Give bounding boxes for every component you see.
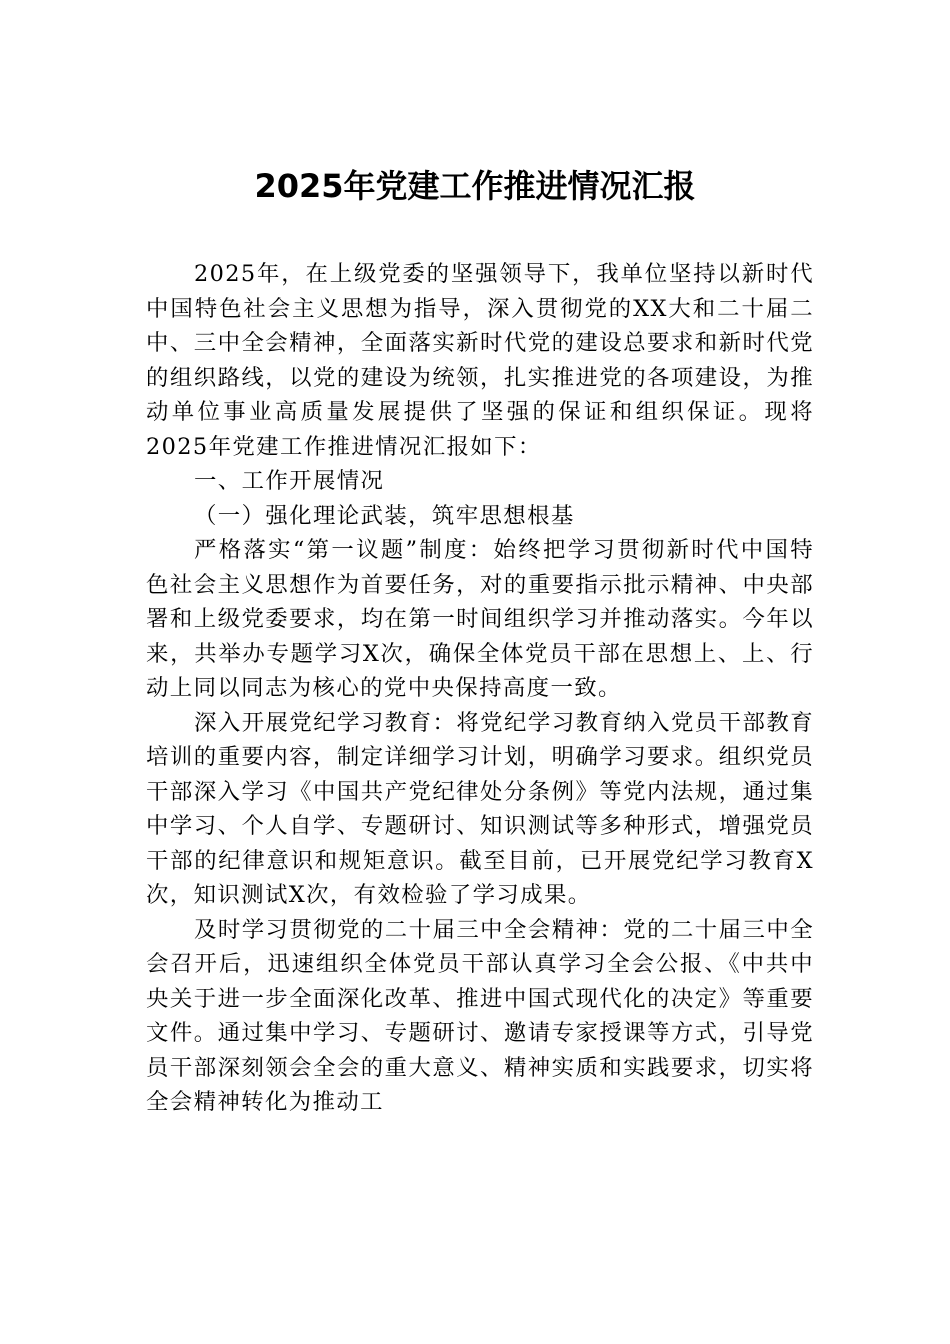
subsection-heading: （一）强化理论武装，筑牢思想根基 <box>194 502 575 529</box>
body-paragraph: 严格落实“第一议题”制度：始终把学习贯彻新时代中国特色社会主义思想作为首要任务，对的重要指示批示精神、中央部署和上级党委要求，均在第一时间组织学习并推动落实。今年以来，共举办专题学习X次，确保全体党员干部在思想上、上、行动上同以同志为核心的党中央保持高度一致。 <box>146 537 814 701</box>
section-heading: 一、工作开展情况 <box>194 468 385 494</box>
document-title: 2025年党建工作推进情况汇报 <box>254 167 696 205</box>
body-paragraph: 深入开展党纪学习教育：将党纪学习教育纳入党员干部教育培训的重要内容，制定详细学习计划，明确学习要求。组织党员干部深入学习《中国共产党纪律处分条例》等党内法规，通过集中学习、个人自学、专题研讨、知识测试等多种形式，增强党员干部的纪律意识和规矩意识。截至目前，已开展党纪学习教育X次，知识测试X次，有效检验了学习成果。 <box>146 709 814 908</box>
intro-paragraph: 2025年，在上级党委的坚强领导下，我单位坚持以新时代中国特色社会主义思想为指导，深入贯彻党的XX大和二十届二中、三中全会精神，全面落实新时代党的建设总要求和新时代党的组织路线，以党的建设为统领，扎实推进党的各项建设，为推动单位事业高质量发展提供了坚强的保证和组织保证。现将2025年党建工作推进情况汇报如下： <box>146 261 814 460</box>
document-body <box>146 257 814 1120</box>
body-paragraph: 及时学习贯彻党的二十届三中全会精神：党的二十届三中全会召开后，迅速组织全体党员干部认真学习全会公报、《中共中央关于进一步全面深化改革、推进中国式现代化的决定》等重要文件。通过集中学习、专题研讨、邀请专家授课等方式，引导党员干部深刻领会全会的重大意义、精神实质和实践要求，切实将全会精神转化为推动工 <box>146 916 814 1115</box>
